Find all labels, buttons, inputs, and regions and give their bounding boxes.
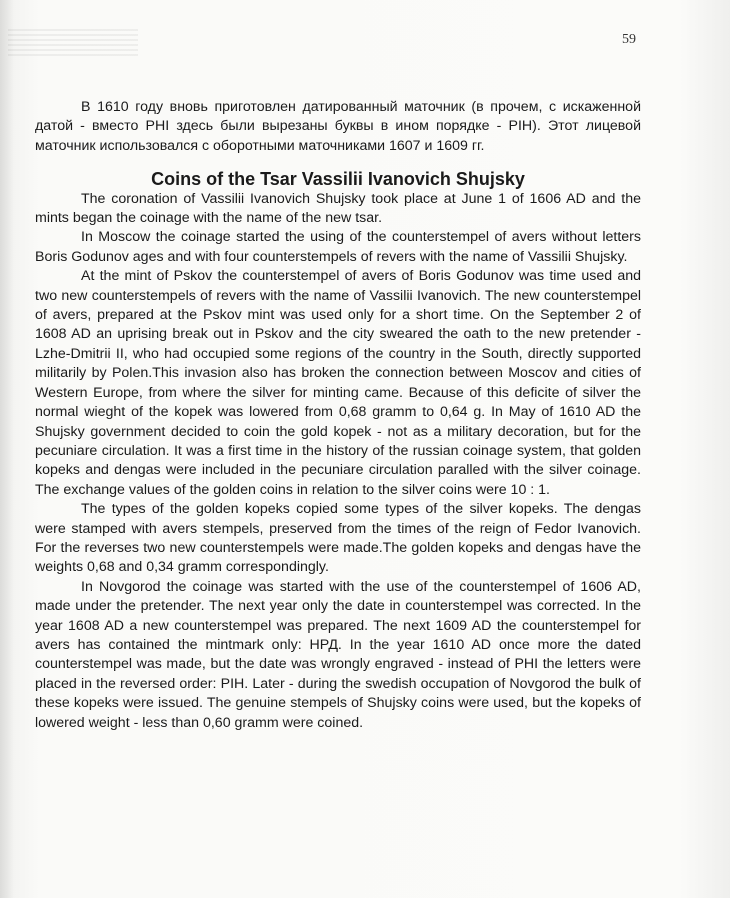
scan-edge [0, 0, 14, 898]
paragraph-novgorod: In Novgorod the coinage was started with the use of the counterstempel of 1606 AD, made under the pretender. The next year only the date in counterstempel was corrected. In the year 1608 AD a new counterstempel was prepared. The next 1609 AD the counterstempel for avers has contained the mintmark only: НРД. In the year 1610 AD once more the dated counterstempel was made, but the date was wrongly engraved - instead of PHI the letters were placed in the reversed order: PIH. Later - during the swedish occupation of Novgorod the bulk of these kopeks were issued. The genuine stempels of Shujsky coins were used, but the kopeks of lowered weight - less than 0,60 gramm were coined. [35, 578, 641, 731]
section-title: Coins of the Tsar Vassilii Ivanovich Shujsky [151, 169, 525, 190]
paragraph-moscow: In Moscow the coinage started the using of the counterstempel of avers without letters Boris Godunov ages and with four counterstempels of revers with the name of Vassilii Shujsky. [35, 229, 641, 265]
paragraph-pskov: At the mint of Pskov the counterstempel of avers of Boris Godunov was time used and two new counterstempels of revers with the name of Vassilii Ivanovich. The new counterstempel of avers, prepared at the Pskov mint was used only for a short time. On the September 2 of 1608 AD an uprising break out in Pskov and the city sweared the oath to the new pretender - Lzhe-Dmitrii II, who had occupied some regions of the country in the South, directly supported militarily by Polen.This invasion also has broken the connection between Moscov and cities of Western Europe, from where the silver for minting came. Because of this deficite of silver the normal wieght of the kopek was lowered from 0,68 gramm to 0,64 g. In May of 1610 AD the Shujsky government decided to coin the gold kopek - not as a military decoration, but for the pecuniare circulation. It was a first time in the history of the russian coinage system, that golden kopeks and dengas were included in the pecuniare circulation paralled with the silver coinage. The exchange values of the golden coins in relation to the silver coins were 10 : 1. [35, 268, 641, 498]
page-content [35, 98, 641, 733]
scan-artifact [8, 28, 138, 56]
paragraph-coronation: The coronation of Vassilii Ivanovich Shujsky took place at June 1 of 1606 AD and the mints began the coinage with the name of the new tsar. [35, 190, 641, 227]
russian-paragraph: В 1610 году вновь приготовлен датированный маточник (в прочем, с искаженной датой - вместо PHI здесь были вырезаны буквы в ином порядке - PIH). Этот лицевой маточник использовался с оборотными маточниками 1607 и 1609 гг. [35, 99, 641, 154]
page-number: 59 [622, 32, 636, 47]
paragraph-golden-kopeks: The types of the golden kopeks copied some types of the silver kopeks. The dengas were stamped with avers stempels, preserved from the times of the reign of Fedor Ivanovich. For the reverses two new counterstempels were made.The golden kopeks and dengas have the weights 0,68 and 0,34 gramm correspondingly. [35, 501, 641, 576]
